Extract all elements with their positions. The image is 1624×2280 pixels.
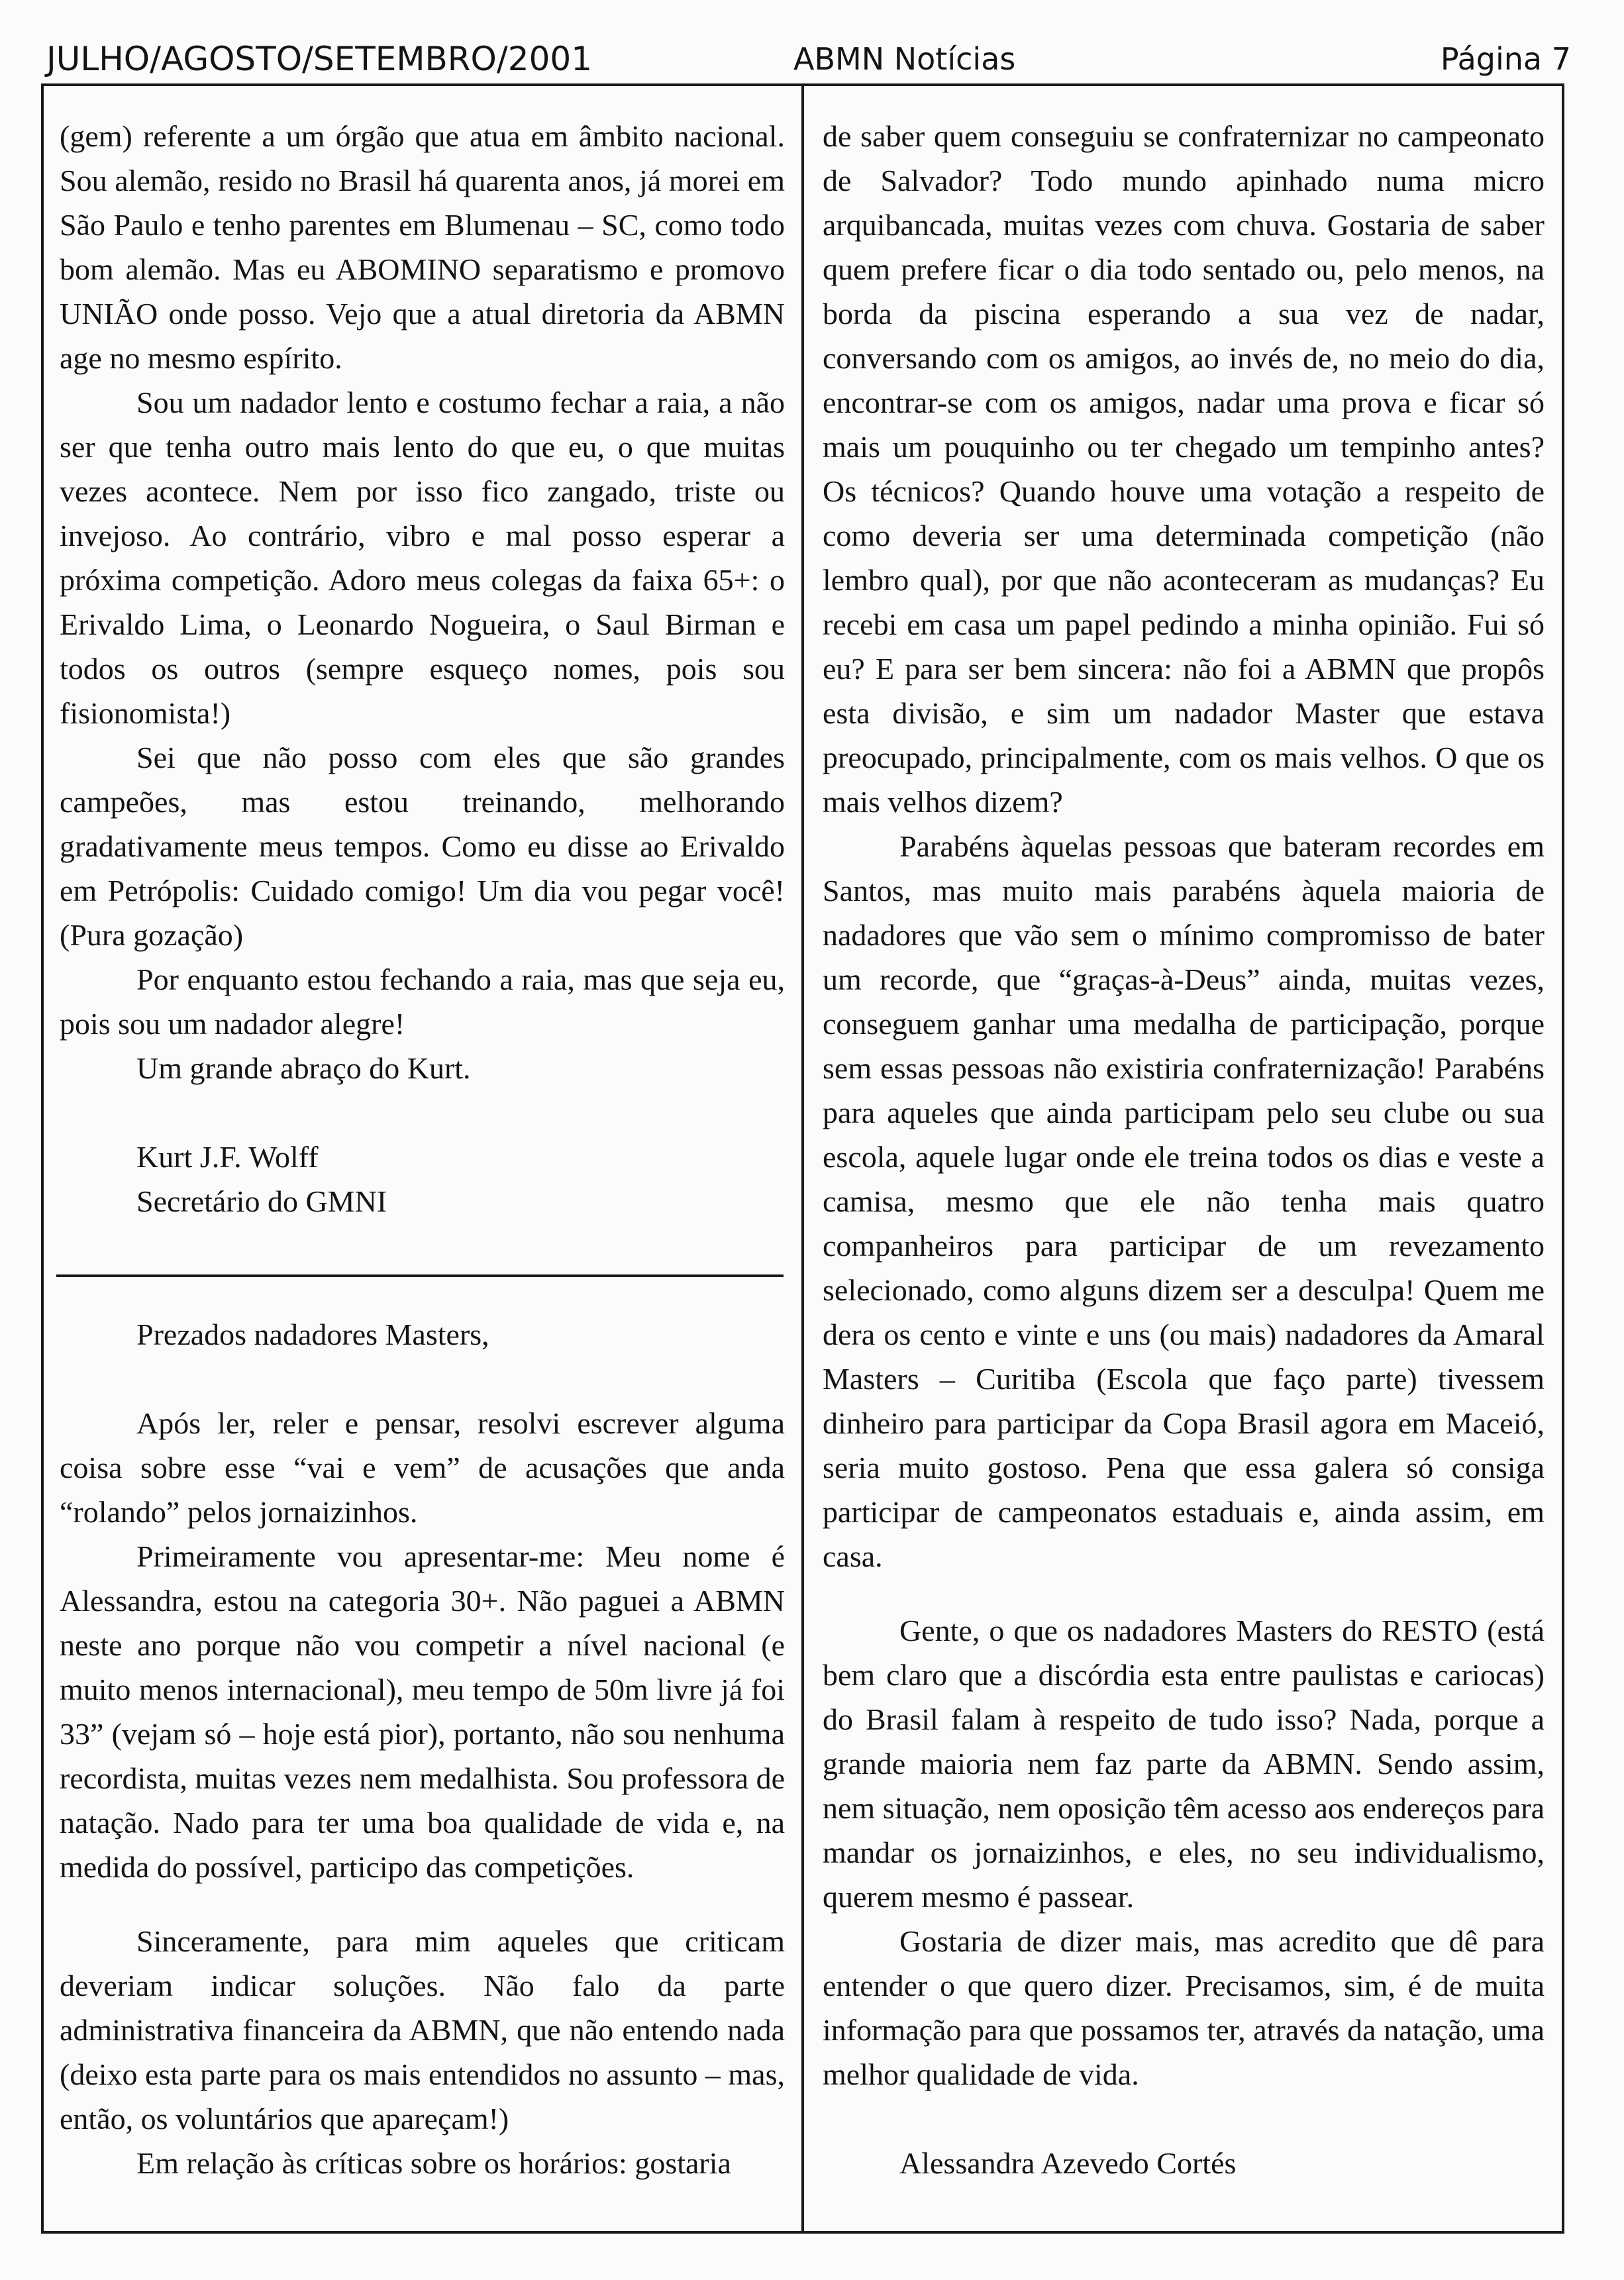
right-paragraph-1: de saber quem conseguiu se confraternizar no campeonato de Salvador? Todo mundo apinhado numa micro arquibancada, muitas vezes com chuva. Gostaria de saber quem prefere ficar o dia todo sentado ou, pelo menos, na borda da piscina esperando a sua vez de nadar, conversando com os amigos, ao invés de, no meio do dia, encontrar-se com os amigos, nadar uma prova e ficar só mais um pouquinho ou ter chegado um tempinho antes? Os técnicos? Quando houve uma votação a respeito de como deveria ser uma determinada competição (não lembro qual), por que não aconteceram as mudanças? Eu recebi em casa um papel pedindo a minha opinião. Fui só eu? E para ser bem sincera: não foi a ABMN que propôs esta divisão, e sim um nadador Master que estava preocupado, principalmente, com os mais velhos. O que os mais velhos dizem? xyxy=(823,119,1545,819)
publication-name: ABMN Notícias xyxy=(793,41,1016,77)
letter2-paragraph-3: Sinceramente, para mim aqueles que criticam deveriam indicar soluções. Não falo da parte administrativa financeira da ABMN, que não entendo nada (deixo esta parte para os mais entendidos no assunto – mas, então, os voluntários que apareçam!) xyxy=(60,1924,785,2136)
letter1-signature-name: Kurt J.F. Wolff xyxy=(136,1140,319,1174)
column-divider xyxy=(801,83,804,2234)
letter2-signature: Alessandra Azevedo Cortés xyxy=(899,2146,1237,2180)
right-paragraph-4: Gostaria de dizer mais, mas acredito que dê para entender o que quero dizer. Precisamos, sim, é de muita informação para que possamos ter, através da natação, uma melhor qualidade de vida. xyxy=(823,1924,1545,2091)
letter1-paragraph-2: Sou um nadador lento e costumo fechar a raia, a não ser que tenha outro mais lento do que eu, o que muitas vezes acontece. Nem por isso fico zangado, triste ou invejoso. Ao contrário, vibro e mal posso esperar a próxima competição. Adoro meus colegas da faixa 65+: o Erivaldo Lima, o Leonardo Nogueira, o Saul Birman e todos os outros (sempre esqueço nomes, pois sou fisionomista!) xyxy=(60,386,785,730)
page-number: Página 7 xyxy=(1440,41,1571,77)
right-paragraph-2: Parabéns àquelas pessoas que bateram recordes em Santos, mas muito mais parabéns àquela maioria de nadadores que vão sem o mínimo compromisso de bater um recorde, que “graças-à-Deus” ainda, muitas vezes, conseguem ganhar uma medalha de participação, porque sem essas pessoas não existiria confraternização! Parabéns para aqueles que ainda participam pelo seu clube ou sua escola, aquele lugar onde ele treina todos os dias e veste a camisa, mesmo que ele não tenha mais quatro companheiros para participar de um revezamento selecionado, como alguns dizem ser a desculpa! Quem me dera os cento e vinte e uns (ou mais) nadadores da Amaral Masters – Curitiba (Escola que faço parte) tivessem dinheiro para participar da Copa Brasil agora em Maceió, seria muito gostoso. Pena que essa galera só consiga participar de campeonatos estaduais e, ainda assim, em casa. xyxy=(823,829,1545,1573)
letter1-paragraph-4: Por enquanto estou fechando a raia, mas que seja eu, pois sou um nadador alegre! xyxy=(60,962,785,1041)
letter2-paragraph-2: Primeiramente vou apresentar-me: Meu nome é Alessandra, estou na categoria 30+. Não paguei a ABMN neste ano porque não vou competir a nível nacional (e muito menos internacional), meu tempo de 50m livre já foi 33” (vejam só – hoje está pior), portanto, não sou nenhuma recordista, muitas vezes nem medalhista. Sou professora de natação. Nado para ter uma boa qualidade de vida e, na medida do possível, participo das competições. xyxy=(60,1539,785,1884)
letter2-paragraph-1: Após ler, reler e pensar, resolvi escrever alguma coisa sobre esse “vai e vem” de acusações que anda “rolando” pelos jornaizinhos. xyxy=(60,1406,785,1529)
letter2-greeting: Prezados nadadores Masters, xyxy=(136,1318,489,1351)
page-header xyxy=(46,36,1571,82)
left-column xyxy=(60,114,785,2185)
letter1-paragraph-3: Sei que não posso com eles que são grandes campeões, mas estou treinando, melhorando gradativamente meus tempos. Como eu disse ao Erivaldo em Petrópolis: Cuidado comigo! Um dia vou pegar você! (Pura gozação) xyxy=(60,741,785,952)
letter2-paragraph-4: Em relação às críticas sobre os horários: gostaria xyxy=(136,2146,731,2180)
letter1-signature-title: Secretário do GMNI xyxy=(136,1184,387,1218)
right-paragraph-3: Gente, o que os nadadores Masters do RESTO (está bem claro que a discórdia esta entre paulistas e cariocas) do Brasil falam à respeito de tudo isso? Nada, porque a grande maioria nem faz parte da ABMN. Sendo assim, nem situação, nem oposição têm acesso aos endereços para mandar os jornaizinhos, e eles, no seu individualismo, querem mesmo é passear. xyxy=(823,1614,1545,1914)
issue-date: JULHO/AGOSTO/SETEMBRO/2001 xyxy=(46,40,592,78)
right-column xyxy=(823,114,1545,2185)
letter1-closing: Um grande abraço do Kurt. xyxy=(136,1051,471,1085)
letter1-paragraph-1: (gem) referente a um órgão que atua em âmbito nacional. Sou alemão, resido no Brasil há quarenta anos, já morei em São Paulo e tenho parentes em Blumenau – SC, como todo bom alemão. Mas eu ABOMINO separatismo e promovo UNIÃO onde posso. Vejo que a atual diretoria da ABMN age no mesmo espírito. xyxy=(60,119,785,375)
